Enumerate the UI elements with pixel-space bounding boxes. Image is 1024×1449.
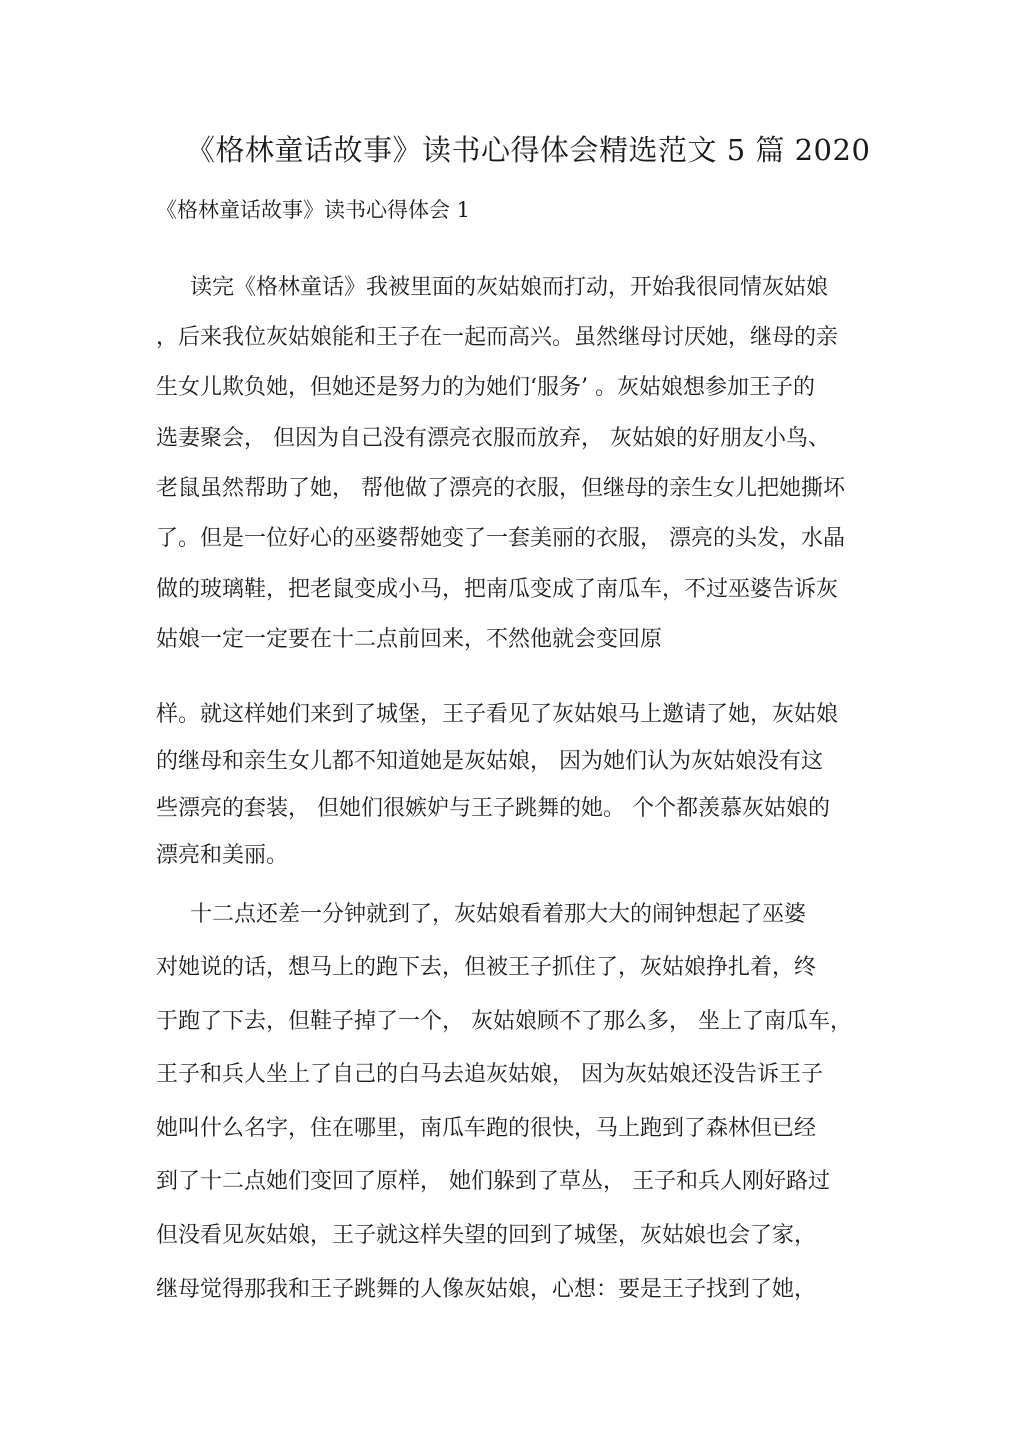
paragraph-line: 对她说的话，想马上的跑下去，但被王子抓住了，灰姑娘挣扎着，终 (156, 955, 817, 980)
paragraph-line: 读完《格林童话》我被里面的灰姑娘而打动，开始我很同情灰姑娘 (190, 275, 829, 300)
paragraph-line: 她叫什么名字，住在哪里，南瓜车跑的很快，马上跑到了森林但已经 (156, 1116, 817, 1141)
paragraph-line: 的继母和亲生女儿都不知道她是灰姑娘， 因为她们认为灰姑娘没有这 (156, 749, 823, 774)
document-title: 《格林童话故事》读书心得体会精选范文 5 篇 2020 (186, 133, 871, 167)
paragraph-line: 但没看见灰姑娘，王子就这样失望的回到了城堡，灰姑娘也会了家， (156, 1223, 817, 1248)
paragraph-line: 漂亮和美丽。 (156, 843, 289, 868)
paragraph-line: 做的玻璃鞋，把老鼠变成小马，把南瓜变成了南瓜车，不过巫婆告诉灰 (156, 577, 839, 602)
section-heading: 《格林童话故事》读书心得体会 1 (156, 198, 471, 222)
paragraph-line: 王子和兵人坐上了自己的白马去追灰姑娘， 因为灰姑娘还没告诉王子 (156, 1062, 823, 1087)
paragraph-line: 十二点还差一分钟就到了，灰姑娘看着那大大的闹钟想起了巫婆 (190, 902, 807, 927)
paragraph-line: 些漂亮的套装， 但她们很嫉妒与王子跳舞的她。 个个都羡慕灰姑娘的 (156, 796, 830, 821)
paragraph-line: 选妻聚会， 但因为自己没有漂亮衣服而放弃， 灰姑娘的好朋友小鸟、 (156, 426, 830, 451)
paragraph-line: 了。但是一位好心的巫婆帮她变了一套美丽的衣服， 漂亮的头发，水晶 (156, 526, 845, 551)
paragraph-line: ，后来我位灰姑娘能和王子在一起而高兴。虽然继母讨厌她，继母的亲 (156, 325, 839, 350)
paragraph-line: 生女儿欺负她，但她还是努力的为她们‘服务’ 。灰姑娘想参加王子的 (156, 375, 815, 400)
paragraph-line: 老鼠虽然帮助了她， 帮他做了漂亮的衣服，但继母的亲生女儿把她撕坏 (156, 476, 845, 501)
paragraph-line: 到了十二点她们变回了原样， 她们躲到了草丛， 王子和兵人刚好路过 (156, 1169, 830, 1194)
paragraph-line: 继母觉得那我和王子跳舞的人像灰姑娘，心想：要是王子找到了她， (156, 1277, 817, 1302)
paragraph-line: 姑娘一定一定要在十二点前回来，不然他就会变回原 (156, 627, 663, 652)
paragraph-line: 于跑了下去，但鞋子掉了一个， 灰姑娘顾不了那么多， 坐上了南瓜车， (156, 1009, 852, 1034)
paragraph-line: 样。就这样她们来到了城堡，王子看见了灰姑娘马上邀请了她，灰姑娘 (156, 702, 839, 727)
